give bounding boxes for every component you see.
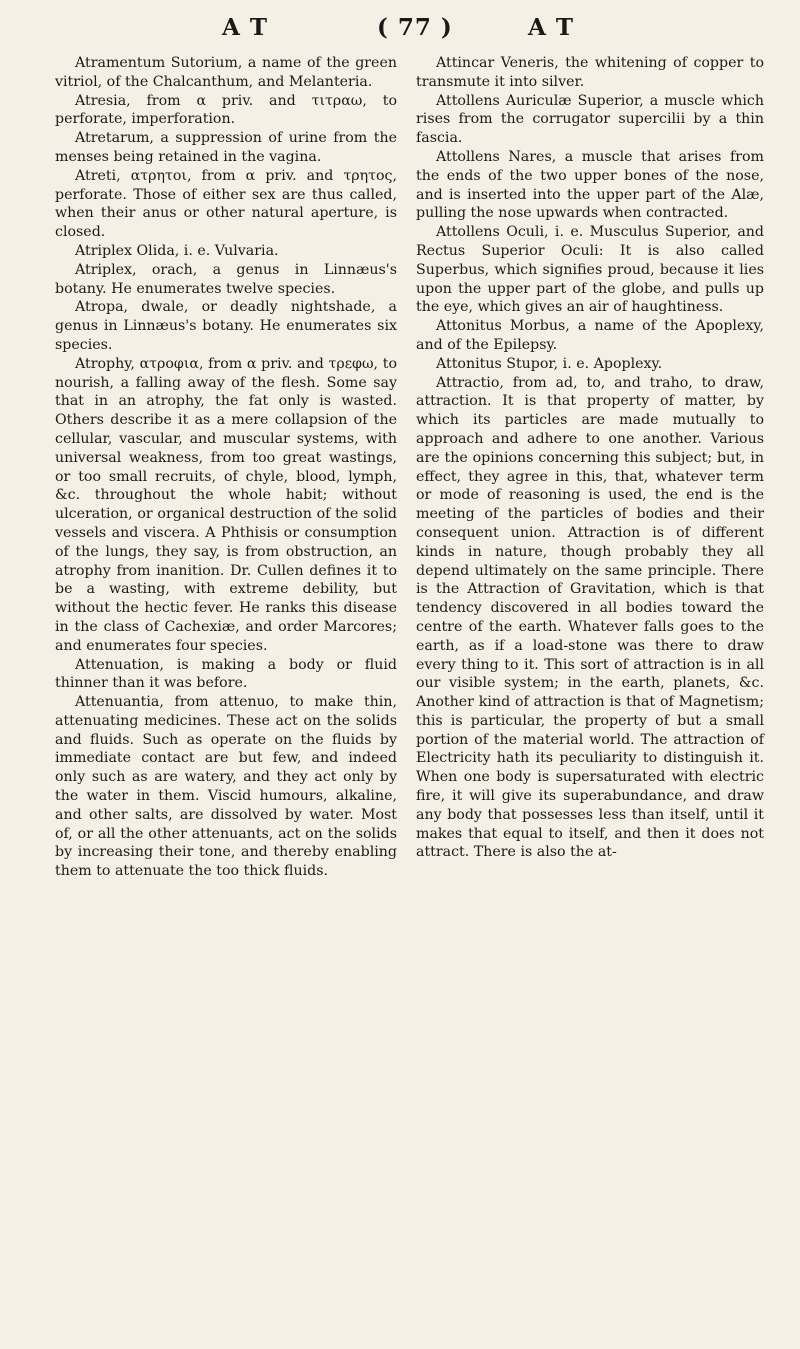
entry-attollens-nares: Attollens Nares, a muscle that arises from the ends of the two upper bones of the nose, and is inserted into the upper part of the Alæ, pulling the nose upwards when contracted. <box>416 148 764 222</box>
entry-attollens-auriculae: Attollens Auriculæ Superior, a muscle which rises from the corrugator supercilii by a thin fascia. <box>416 92 764 147</box>
page-number: ( 77 ) <box>377 14 453 41</box>
entry-atrophy: Atrophy, ατροφια, from α priv. and τρεφω, to nourish, a falling away of the flesh. Some say that in an atrophy, the fat only is wasted. Others describe it as a mere collapsion of the cellular, vascular, and muscular systems, with universal weakness, from too great wastings, or too small recruits, of chyle, blood, lymph, &c. throughout the whole habit; without ulceration, or organical destruction of the solid vessels and viscera. A Phthisis or consumption of the lungs, they say, is from obstruction, an atrophy from inanition. Dr. Cullen defines it to be a wasting, with extreme debility, but without the hectic fever. He ranks this disease in the class of Cachexiæ, and order Marcores; and enumerates four species. <box>55 355 397 654</box>
entry-atramentum: Atramentum Sutorium, a name of the green vitriol, of the Chalcanthum, and Melanteria. <box>55 55 397 90</box>
right-column <box>416 54 764 862</box>
entry-attenuantia: Attenuantia, from attenuo, to make thin, attenuating medicines. These act on the solids and fluids. Such as operate on the fluids by immediate contact are but few, and indeed only such as are watery, and they act only by the water in them. Viscid humours, alkaline, and other salts, are dissolved by water. Most of, or all the other attenuants, act on the solids by increasing their tone, and thereby enabling them to attenuate the too thick fluids. <box>55 694 397 880</box>
entry-attollens-oculi: Attollens Oculi, i. e. Musculus Superior, and Rectus Superior Oculi: It is also called Superbus, which signifies proud, because it lies upon the upper part of the globe, and pulls up the eye, which gives an air of haughtiness. <box>416 224 764 316</box>
entry-attenuation: Attenuation, is making a body or fluid thinner than it was before. <box>55 656 397 692</box>
header-right-guide: A T <box>528 14 574 41</box>
entry-attractio: Attractio, from ad, to, and traho, to draw, attraction. It is that property of matter, by which its particles are made mutually to approach and adhere to one another. Various are the opinions concerning this subject; but, in effect, they agree in this, that, whatever term or mode of reasoning is used, the end is the meeting of the particles of bodies and their consequent union. Attraction is of different kinds in nature, though probably they all depend ultimately on the same principle. There is the Attraction of Gravitation, which is that tendency discovered in all bodies toward the centre of the earth. Whatever falls goes to the earth, as if a load-stone was there to draw every thing to it. This sort of attraction is in all our visible system; in the earth, planets, &c. Another kind of attraction is that of Magnetism; this is particular, the property of but a small portion of the material world. The attraction of Electricity hath its peculiarity to distinguish it. When one body is supersaturated with electric fire, it will give its superabundance, and draw any body that possesses less than itself, until it makes that equal to itself, and then it does not attract. There is also the at- <box>416 374 764 861</box>
entry-atriplex: Atriplex, orach, a genus in Linnæus's botany. He enumerates twelve species. <box>55 261 397 297</box>
entry-atresia: Atresia, from α priv. and τιτραω, to perforate, imperforation. <box>55 92 397 128</box>
entry-atriplex-olida: Atriplex Olida, i. e. Vulvaria. <box>75 242 279 259</box>
header-left-guide: A T <box>222 14 268 41</box>
entry-attonitus-morbus: Attonitus Morbus, a name of the Apoplexy, and of the Epilepsy. <box>416 318 764 353</box>
entry-atropa: Atropa, dwale, or deadly nightshade, a genus in Linnæus's botany. He enumerates six species. <box>55 299 397 353</box>
page-header <box>0 14 800 44</box>
entry-atretarum: Atretarum, a suppression of urine from the menses being retained in the vagina. <box>55 130 397 165</box>
entry-attincar: Attincar Veneris, the whitening of copper to transmute it into silver. <box>416 55 764 90</box>
left-column <box>55 54 397 881</box>
entry-atreti: Atreti, ατρητοι, from α priv. and τρητος, perforate. Those of either sex are thus called, when their anus or other natural aperture, is closed. <box>55 167 397 241</box>
entry-attonitus-stupor: Attonitus Stupor, i. e. Apoplexy. <box>436 355 663 372</box>
